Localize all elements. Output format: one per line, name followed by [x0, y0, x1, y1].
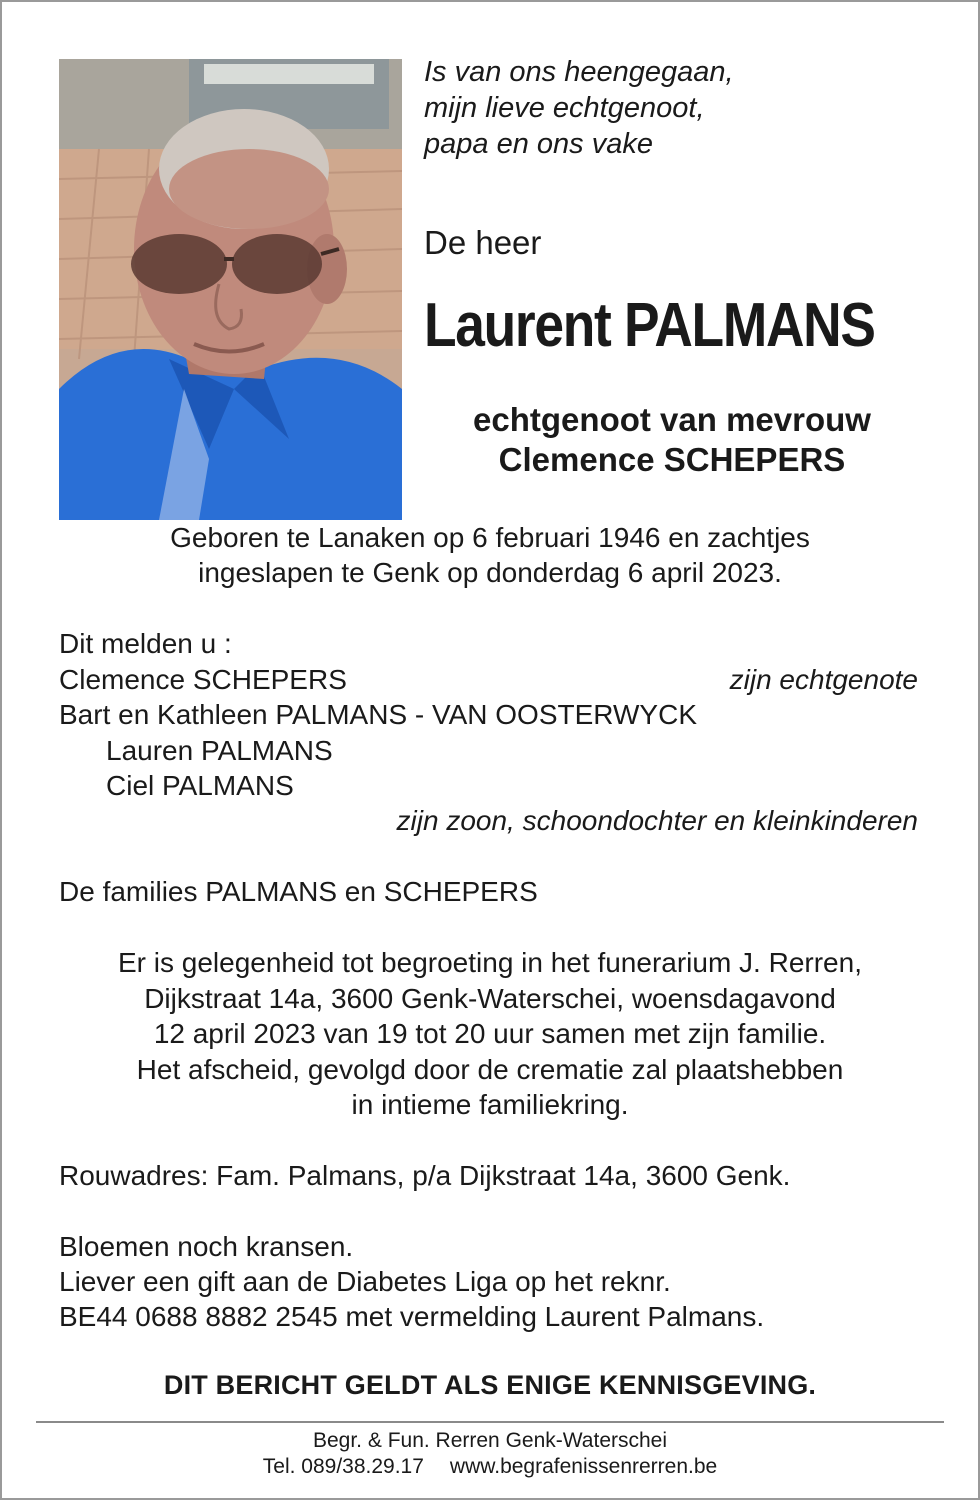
funeral-home-contact: [40, 1454, 940, 1480]
announcer-grandchild: Ciel PALMANS: [106, 770, 294, 801]
funeral-home-phone: Tel. 089/38.29.17: [262, 1455, 424, 1478]
families-line: De families PALMANS en SCHEPERS: [59, 876, 538, 907]
portrait-photo: [59, 59, 402, 520]
visitation-line: Dijkstraat 14a, 3600 Genk-Waterschei, woensdagavond: [144, 982, 836, 1014]
visitation-line: Het afscheid, gevolgd door de crematie zal plaatshebben: [136, 1053, 844, 1085]
birth-line: Geboren te Lanaken op 6 februari 1946 en zachtjes: [170, 522, 810, 553]
portrait-illustration: [59, 59, 402, 520]
announcer-son-relation: zijn zoon, schoondochter en kleinkinderen: [396, 805, 918, 836]
announcer-spouse-relation: zijn echtgenote: [729, 664, 918, 695]
announcer-spouse: Clemence SCHEPERS: [59, 664, 347, 695]
intro-line: Is van ons heengegaan,: [424, 56, 734, 88]
spouse-info: [402, 400, 942, 480]
announcer-son: Bart en Kathleen PALMANS - VAN OOSTERWYCK: [59, 699, 697, 730]
intro-line: mijn lieve echtgenoot,: [424, 92, 705, 124]
spouse-line: Clemence SCHEPERS: [498, 441, 846, 478]
visitation-line: 12 april 2023 van 19 tot 20 uur samen met zijn familie.: [153, 1018, 827, 1049]
funeral-home-website[interactable]: www.begrafenissenrerren.be: [449, 1455, 718, 1478]
visitation-line: Er is gelegenheid tot begroeting in het funerarium J. Rerren,: [118, 947, 862, 978]
donation-line: Bloemen noch kransen.: [59, 1231, 354, 1262]
donation-line: BE44 0688 8882 2545 met vermelding Laurent Palmans.: [59, 1301, 765, 1332]
mourning-address: Rouwadres: Fam. Palmans, p/a Dijkstraat 14a, 3600 Genk.: [59, 1160, 791, 1191]
announcer-grandchild: Lauren PALMANS: [106, 735, 333, 766]
funeral-home-footer: [40, 1428, 940, 1480]
honorific: De heer: [424, 224, 542, 261]
intro-text: [424, 54, 944, 162]
spouse-line: echtgenoot van mevrouw: [473, 401, 871, 438]
footer-divider: [36, 1421, 944, 1423]
visitation-line: in intieme familiekring.: [351, 1089, 629, 1120]
official-notice: DIT BERICHT GELDT ALS ENIGE KENNISGEVING.: [163, 1370, 817, 1400]
birth-death-info: [40, 520, 940, 590]
intro-line: papa en ons vake: [424, 128, 653, 160]
donation-line: Liever een gift aan de Diabetes Liga op het reknr.: [59, 1266, 671, 1297]
announcers-heading: Dit melden u :: [59, 628, 232, 659]
deceased-name: Laurent PALMANS: [424, 291, 875, 360]
birth-line: ingeslapen te Genk op donderdag 6 april 2023.: [198, 557, 782, 588]
funeral-home-name: Begr. & Fun. Rerren Genk-Waterschei: [312, 1429, 668, 1452]
visitation-info: [40, 945, 940, 1123]
